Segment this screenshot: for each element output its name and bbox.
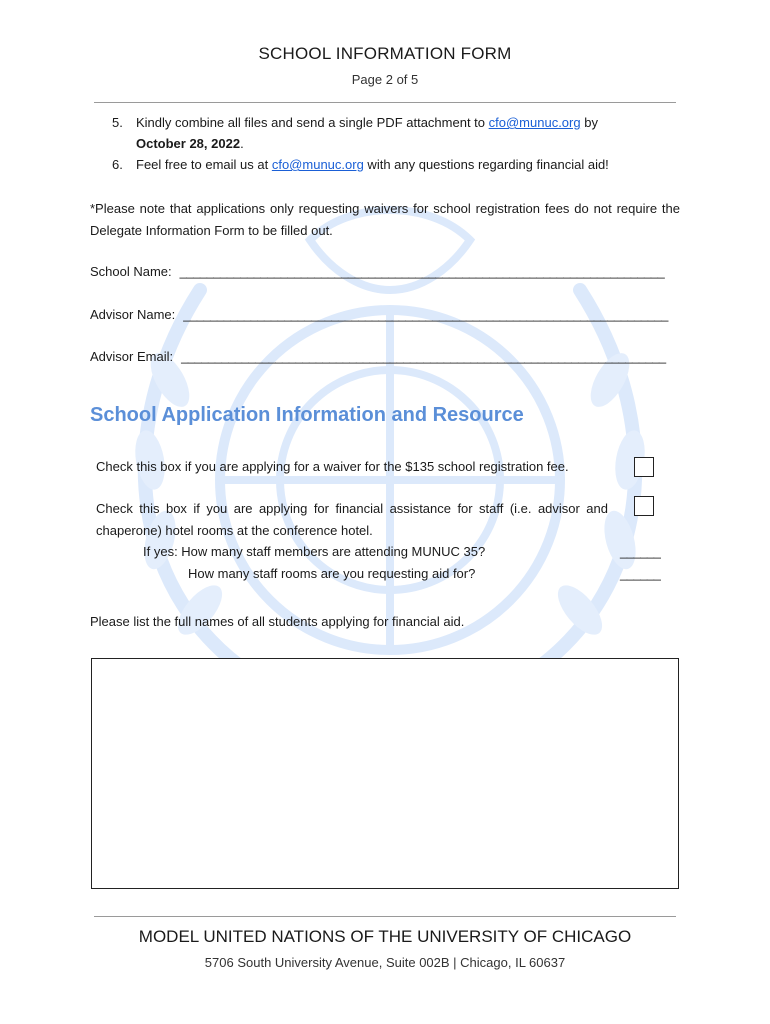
waiver-checkbox-label: Check this box if you are applying for a waiver for the $135 school registration fee. [96, 459, 569, 474]
staff-members-question: If yes: How many staff members are attending MUNUC 35? [143, 544, 486, 559]
staff-rooms-question: How many staff rooms are you requesting aid for? [188, 566, 476, 581]
registration-note: *Please note that applications only requesting waivers for school registration fees do not require the Delegate Information Form to be filled out. [90, 201, 680, 238]
page-indicator: Page 2 of 5 [351, 72, 419, 87]
instruction-6 [112, 154, 680, 175]
advisor-name-field[interactable] [90, 307, 680, 322]
staff-checkbox-label: Check this box if you are applying for financial assistance for staff (i.e. advisor and chaperone) hotel rooms at the conference hotel. [96, 501, 608, 538]
instruction-5-number: 5. [112, 115, 123, 130]
advisor-name-label: Advisor Name: [90, 307, 176, 322]
instruction-5 [112, 112, 680, 154]
instruction-5-text: Kindly combine all files and send a single PDF attachment to [136, 115, 489, 130]
students-prompt: Please list the full names of all students applying for financial aid. [90, 614, 465, 629]
instruction-5-text-after: by [580, 115, 598, 130]
school-name-blank[interactable]: ________________________________________________________________________ [179, 264, 665, 279]
staff-members-blank[interactable]: ______ [620, 544, 661, 559]
instruction-6-text-after: with any questions regarding financial aid! [363, 157, 609, 172]
student-names-textbox[interactable] [91, 658, 679, 889]
deadline-date: October 28, 2022 [136, 136, 241, 151]
advisor-email-field[interactable] [90, 349, 680, 364]
waiver-checkbox[interactable] [634, 457, 654, 477]
staff-rooms-blank[interactable]: ______ [620, 566, 661, 581]
footer-address: 5706 South University Avenue, Suite 002B | Chicago, IL 60637 [204, 955, 566, 970]
section-heading: School Application Information and Resource [90, 404, 524, 426]
form-title: SCHOOL INFORMATION FORM [258, 44, 512, 63]
footer-organization: MODEL UNITED NATIONS OF THE UNIVERSITY OF CHICAGO [138, 927, 632, 946]
instruction-6-text: Feel free to email us at [136, 157, 272, 172]
advisor-name-blank[interactable]: ________________________________________________________________________ [183, 307, 668, 322]
deadline-suffix: . [240, 136, 244, 151]
footer-divider [94, 916, 676, 917]
staff-assistance-checkbox[interactable] [634, 496, 654, 516]
school-name-label: School Name: [90, 264, 172, 279]
header-divider [94, 102, 676, 103]
cfo-email-link-2[interactable]: cfo@munuc.org [271, 157, 364, 172]
instruction-6-number: 6. [112, 157, 123, 172]
advisor-email-blank[interactable]: ________________________________________________________________________ [181, 349, 666, 364]
advisor-email-label: Advisor Email: [90, 349, 174, 364]
school-name-field[interactable] [90, 264, 680, 279]
cfo-email-link[interactable]: cfo@munuc.org [488, 115, 581, 130]
